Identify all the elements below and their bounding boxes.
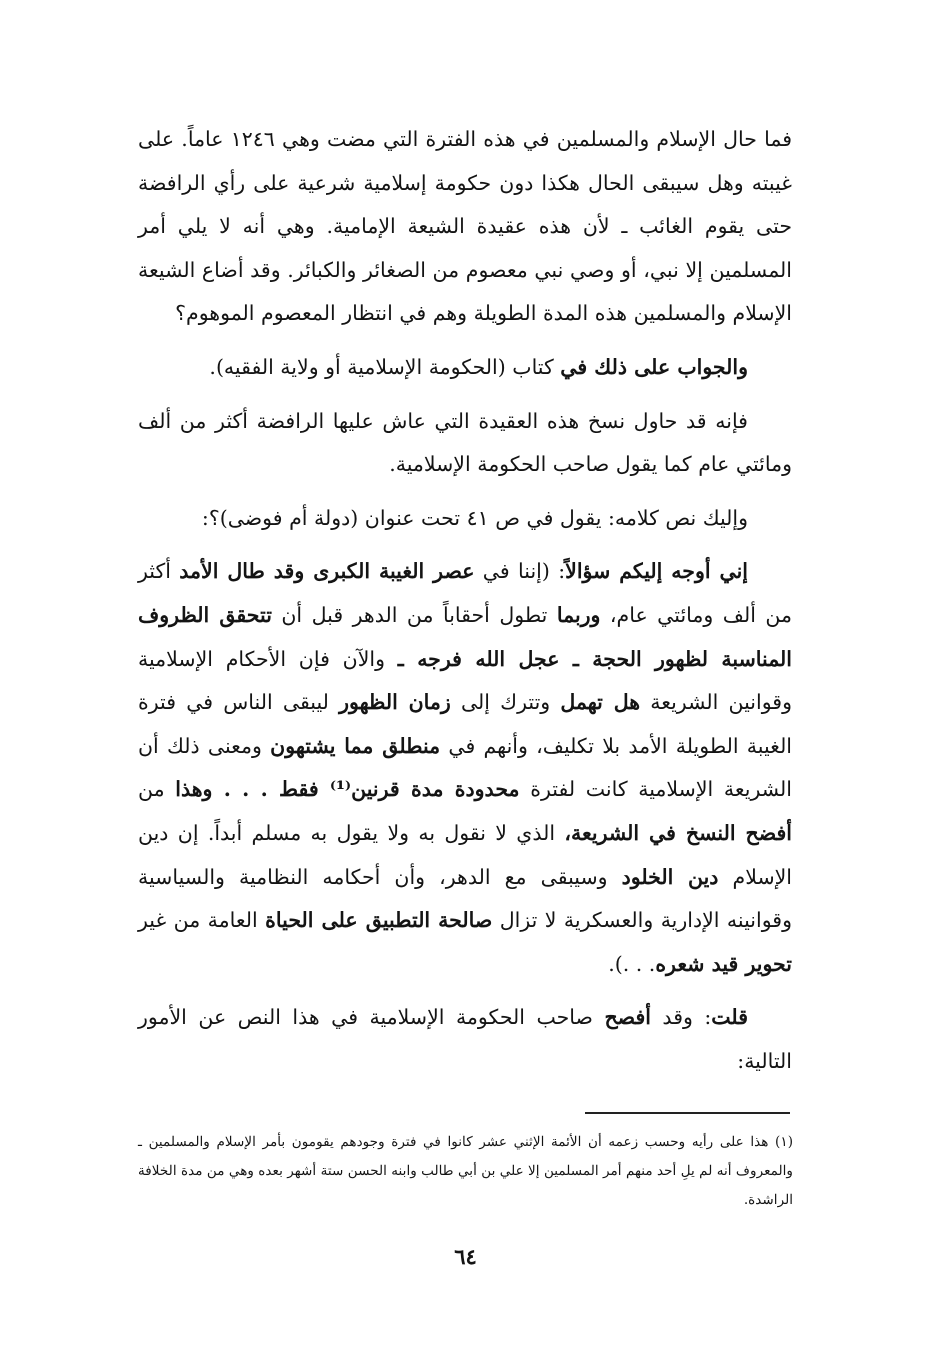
bold-text-run: محدودة مدة قرنين⁽¹⁾ فقط . . . وهذا	[175, 777, 520, 802]
text-run: صاحب الحكومة الإسلامية في هذا النص عن الأمور التالية:	[138, 1005, 792, 1073]
footnote: (١) هذا على رأيه وحسب زعمه أن الأئمة الإثني عشر كانوا في فترة وجودهم يقومون بأمر الإسلام والمسلمين ـ والمعروف أنه لم يلِ أحد منهم أمر المسلمين إلا علي بن أبي طالب وابنه الحسن ستة أشهر بعده وهي من مدة الخلافة الراشدة.	[138, 1134, 793, 1208]
bold-text-run: عصر الغيبة الكبرى وقد طال الأمد	[179, 559, 475, 584]
bold-text-run: دين الخلود	[621, 864, 719, 889]
paragraph-p4	[138, 497, 792, 541]
footnote-separator	[585, 1112, 790, 1114]
body-text	[138, 118, 792, 1093]
text-run: : وقد	[650, 1005, 712, 1030]
bold-text-run: تحوير قيد شعره	[655, 951, 792, 976]
text-run: أكثر من ألف ومائتي عام،	[138, 559, 792, 627]
text-run: فإنه قد حاول نسخ هذه العقيدة التي عاش عليها الرافضة أكثر من ألف ومائتي عام كما يقول صاحب الحكومة الإسلامية.	[138, 408, 792, 477]
bold-text-run: وربما	[556, 602, 601, 627]
text-run: وتترك إلى	[450, 690, 561, 715]
bold-text-run: صالحة التطبيق على الحياة	[265, 908, 493, 933]
paragraph-p6	[138, 996, 792, 1083]
text-run: : (إننا في	[474, 559, 566, 584]
text-run: فما حال الإسلام والمسلمين في هذه الفترة التي مضت وهي ١٢٤٦ عاماً. على غيبته وهل سيبقى الحال هكذا دون حكومة إسلامية شرعية على رأي الرافضة حتى يقوم الغائب ـ لأن هذه عقيدة الشيعة الإمامية. وهي أنه لا يلي أمر المسلمين إلا نبي، أو وصي نبي معصوم من الصغائر والكبائر. وقد أضاع الشيعة الإسلام والمسلمين هذه المدة الطويلة وهم في انتظار المعصوم الموهوم؟	[138, 127, 793, 326]
bold-text-run: هل تهمل	[560, 690, 641, 715]
text-run: الذي لا نقول به ولا يقول به مسلم أبداً. إن دين الإسلام	[138, 820, 793, 889]
text-run: كتاب (الحكومة الإسلامية أو ولاية الفقيه).	[209, 354, 561, 379]
text-run: ليبقى الناس في فترة الغيبة الطويلة الأمد بلا تكليف، وأنهم في	[138, 690, 793, 758]
bold-text-run: زمان الظهور	[339, 690, 451, 715]
text-run: وسيبقى مع الدهر، وأن أحكامه النظامية والسياسية وقوانينه الإدارية والعسكرية لا تزال	[138, 864, 792, 933]
text-run: العامة من غير	[138, 908, 266, 933]
text-run: ومعنى ذلك أن الشريعة الإسلامية كانت لفترة	[138, 733, 793, 802]
bold-text-run: والجواب على ذلك في	[560, 354, 748, 379]
bold-text-run: أفضح النسخ في الشريعة،	[564, 820, 792, 845]
page-number: ٦٤	[454, 1244, 477, 1269]
text-run: تطول أحقاباً من الدهر قبل أن	[271, 602, 557, 627]
bold-text-run: قلت	[711, 1005, 749, 1030]
paragraph-p3	[138, 400, 792, 487]
paragraph-p1	[138, 118, 792, 336]
bold-text-run: تتحقق الظروف المناسبة لظهور الحجة ـ عجل الله فرجه ـ	[138, 602, 792, 671]
text-run: والآن فإن الأحكام الإسلامية وقوانين الشريعة	[138, 646, 792, 715]
text-run: . . .).	[608, 951, 656, 976]
paragraph-p2	[138, 346, 792, 390]
bold-text-run: أفصح	[604, 1005, 651, 1030]
bold-text-run: منطلق مما يشتهون	[270, 733, 441, 758]
text-run: وإليك نص كلامه: يقول في ص ٤١ تحت عنوان (دولة أم فوضى)؟:	[201, 505, 748, 530]
bold-text-run: إني أوجه إليكم سؤالاً	[565, 559, 748, 584]
paragraph-p5	[138, 550, 792, 986]
text-run: من	[138, 777, 176, 802]
